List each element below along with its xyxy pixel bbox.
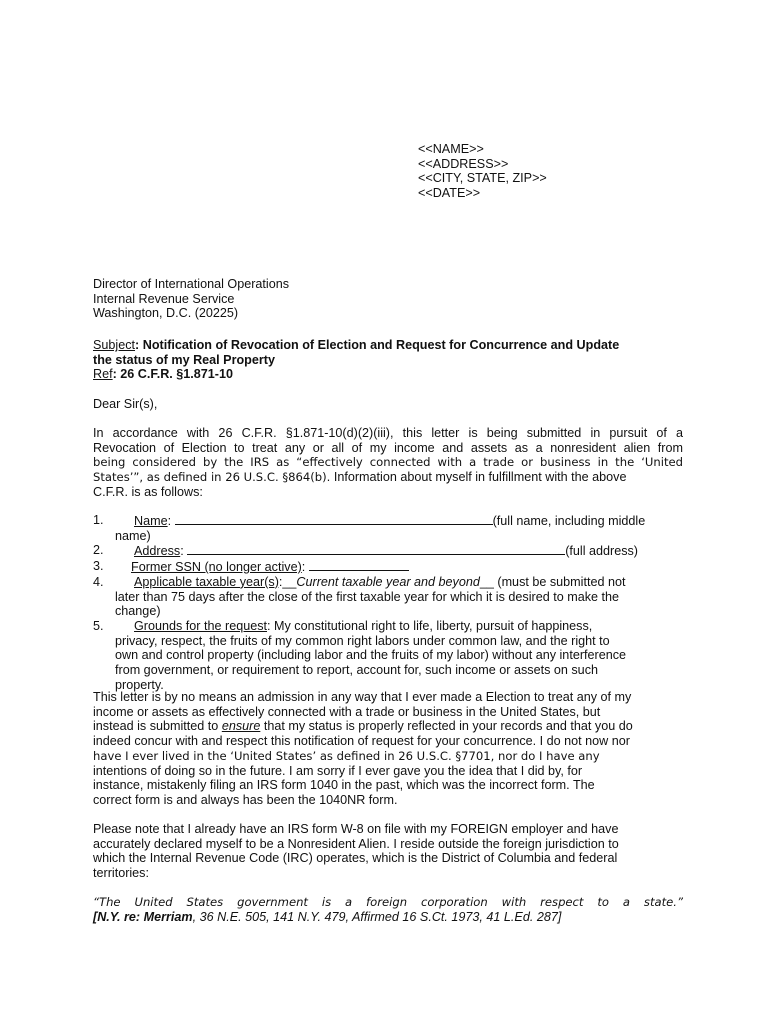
subject-title-2: the status of my Real Property	[93, 352, 275, 367]
list-item-former-ssn: 3. Former SSN (no longer active):	[93, 559, 683, 575]
taxable-year-value: Current taxable year and beyond	[296, 574, 480, 589]
sender-address-block	[418, 142, 547, 201]
sender-address: <<ADDRESS>>	[418, 156, 509, 171]
admission-paragraph: This letter is by no means an admission in any way that I ever made a Election to treat any of my income or assets as effectively connected with a trade or business in the United States, but instead is submitted to ensure that my status is properly reflected in your records and that you do indeed concur with and respect this notification of request for your concurrence. I do not now nor have I ever lived in the ‘United States’ as defined in 26 U.S.C. §7701, nor do I have any intentions of doing so in the future. I am sorry if I ever gave you the idea that I did by, for instance, mistakenly filing an IRS form 1040 in the past, which was the incorrect form. The correct form is and always has been the 1040NR form.	[93, 690, 633, 807]
info-list	[93, 513, 683, 692]
address-blank-line	[187, 543, 565, 555]
subject-line-1: Subject: Notification of Revocation of Election and Request for Concurrence and Update	[93, 338, 620, 352]
recipient-line-1: Director of International Operations	[93, 277, 290, 291]
list-item-name: 1. Name: (full name, including middle name)	[93, 513, 646, 543]
sender-city-state-zip: <<CITY, STATE, ZIP>>	[418, 171, 547, 186]
recipient-block	[93, 277, 289, 321]
subject-line-2	[93, 353, 683, 368]
recipient-line-3: Washington, D.C. (20225)	[93, 306, 239, 321]
recipient-line-2: Internal Revenue Service	[93, 291, 235, 306]
sender-name: <<NAME>>	[418, 142, 484, 156]
subject-block	[93, 338, 683, 382]
quotation-block	[93, 895, 683, 924]
intro-paragraph: In accordance with 26 C.F.R. §1.871-10(d)(2)(iii), this letter is being submitted in pursuit of a Revocation of Election to treat any or all of my income and assets as a nonresident alien from being considered by the IRS as “effectively connected with a trade or business in the ‘United States’”, as defined in 26 U.S.C. §864(b). Information about myself in fulfillment with the above C.F.R. is as follows:	[93, 426, 683, 499]
list-item-address: 2. Address: (full address)	[93, 543, 638, 559]
list-item-grounds: 5. Grounds for the request: My constitutional right to life, liberty, pursuit of happiness, privacy, respect, the fruits of my common right labors under common law, and the right to own and control property (including labor and the fruits of my labor) without any interference from government, or requirement to report, account for, such income or assets on such property.	[93, 618, 627, 692]
ref-label: Ref	[93, 367, 113, 382]
sender-date: <<DATE>>	[418, 186, 481, 201]
subject-label: Subject	[93, 338, 136, 352]
reference-line	[93, 367, 683, 382]
salutation: Dear Sir(s),	[93, 397, 158, 411]
ensure-emphasis: ensure	[221, 719, 261, 734]
name-blank-line	[175, 513, 493, 525]
subject-title-1: Notification of Revocation of Election and Request for Concurrence and Update	[142, 338, 620, 352]
ssn-blank-line	[309, 559, 409, 571]
w8-paragraph: Please note that I already have an IRS form W-8 on file with my FOREIGN employer and have accurately declared myself to be a Nonresident Alien. I reside outside the foreign jurisdiction to which the Internal Revenue Code (IRC) operates, which is the District of Columbia and federal territories:	[93, 822, 619, 881]
quote-citation: [N.Y. re: Merriam, 36 N.E. 505, 141 N.Y. 479, Affirmed 16 S.Ct. 1973, 41 L.Ed. 287]	[93, 909, 562, 924]
list-item-taxable-year: 4. Applicable taxable year(s):__Current taxable year and beyond__ (must be submitted not later than 75 days after the close of the first taxable year for which it is desired to make the change)	[93, 574, 626, 619]
ref-value: : 26 C.F.R. §1.871-10	[112, 367, 234, 382]
quote-text: “The United States government is a foreign corporation with respect to a state.”	[93, 895, 683, 909]
